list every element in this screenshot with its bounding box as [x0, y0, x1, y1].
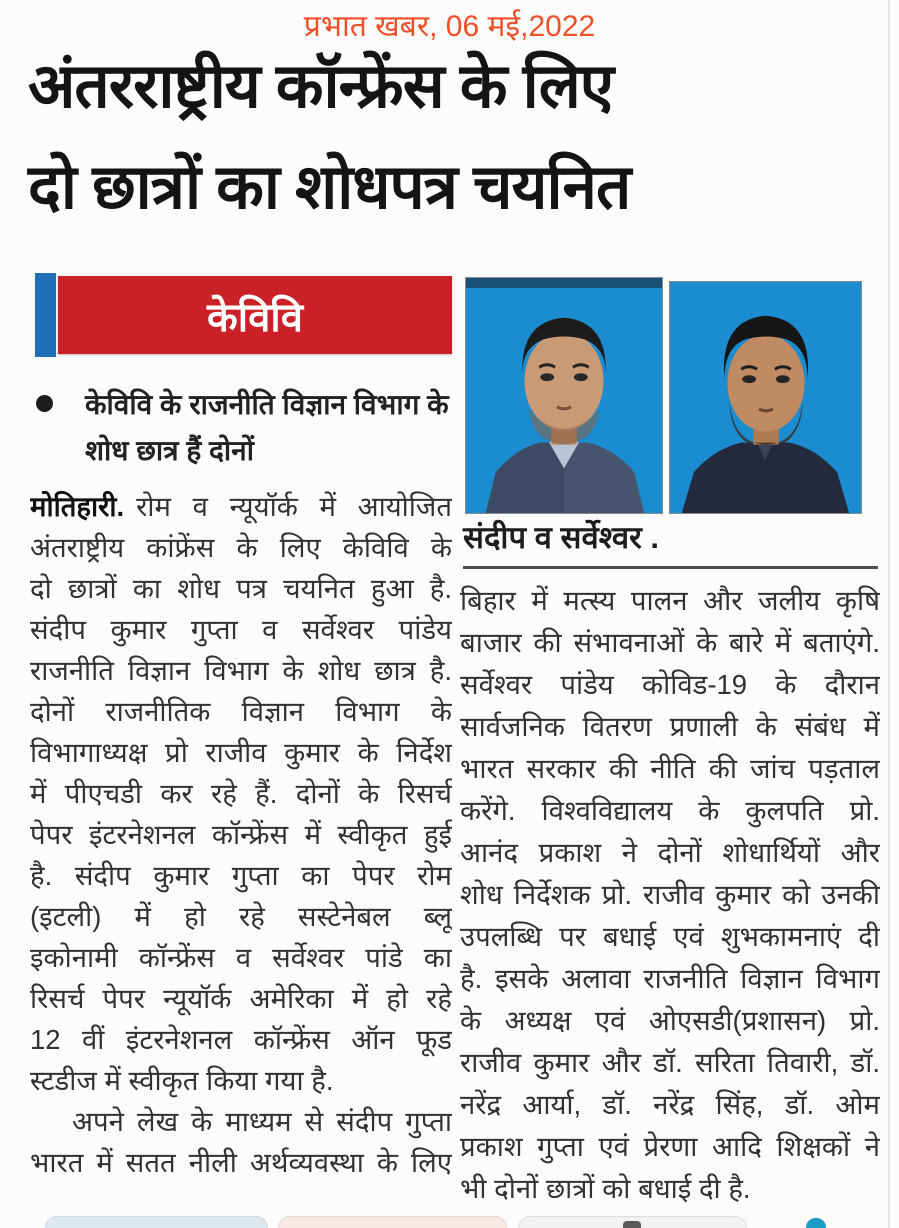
suggestion-chip-middle[interactable]	[278, 1216, 507, 1228]
article-line: है. इसके अलावा राजनीति विज्ञान विभाग	[460, 963, 880, 994]
portrait-photo-right	[669, 281, 862, 514]
article-line: 12 वीं इंटरनेशनल कॉन्फ्रेंस ऑन फूड	[30, 1024, 452, 1055]
article-line: उपलब्धि पर बधाई एवं शुभकामनाएं दी	[460, 921, 880, 952]
article-line: शोध निर्देशक प्रो. राजीव कुमार को उनकी	[460, 879, 880, 910]
article-line: भी दोनों छात्रों को बधाई दी है.	[460, 1173, 751, 1204]
article-headline	[28, 36, 886, 238]
article-right-column	[460, 580, 880, 1210]
article-line: स्टडीज में स्वीकृत किया गया है.	[30, 1065, 334, 1096]
portrait-photo-left	[465, 277, 663, 514]
bottom-dot-icon[interactable]	[806, 1218, 826, 1228]
article-line: बाजार की संभावनाओं के बारे में बताएंगे.	[460, 627, 880, 658]
kicker-banner	[58, 276, 452, 354]
article-line: अपने लेख के माध्यम से संदीप गुप्ता	[72, 1106, 452, 1137]
article-line: इकोनामी कॉन्फ्रेंस व सर्वेश्वर पांडे का	[30, 942, 452, 973]
article-line: पेपर इंटरनेशनल कॉन्फ्रेंस में स्वीकृत हुई	[30, 819, 452, 850]
article-line: विभागाध्यक्ष प्रो राजीव कुमार के निर्देश	[30, 737, 452, 768]
article-line: प्रकाश गुप्ता एवं प्रेरणा आदि शिक्षकों ने	[460, 1131, 880, 1162]
article-line: दो छात्रों का शोध पत्र चयनित हुआ है.	[30, 573, 452, 604]
article-line: बिहार में मत्स्य पालन और जलीय कृषि	[460, 585, 880, 616]
article-line: करेंगे. विश्वविद्यालय के कुलपति प्रो.	[460, 795, 880, 826]
article-line: अंतराष्ट्रीय कांफ्रेंस के लिए केविवि के	[30, 532, 452, 563]
bullet-dot-icon	[36, 395, 53, 412]
suggestion-chip-right[interactable]	[518, 1216, 747, 1228]
article-line: भारत सरकार की नीति की जांच पड़ताल	[460, 753, 880, 784]
article-line: राजनीति विज्ञान विभाग के शोध छात्र है.	[30, 655, 452, 686]
kicker-accent-bar	[35, 273, 56, 357]
highlight-bullet-text: केविवि के राजनीति विज्ञान विभाग के शोध छात्र हैं दोनों	[85, 389, 449, 466]
article-line	[30, 486, 452, 527]
headline-line-1: अंतरराष्ट्रीय कॉन्फ्रेंस के लिए	[28, 52, 614, 121]
article-line: (इटली) में हो रहे सस्टेनेबल ब्लू	[30, 901, 452, 932]
article-line: राजीव कुमार और डॉ. सरिता तिवारी, डॉ.	[460, 1047, 880, 1078]
article-line: आनंद प्रकाश ने दोनों शोधार्थियों और	[460, 837, 880, 868]
scan-edge-line	[888, 0, 890, 1228]
suggestion-chip-left[interactable]	[45, 1216, 268, 1228]
article-line-text: रोम व न्यूयॉर्क में आयोजित	[136, 491, 452, 522]
chip-partial-icon	[623, 1221, 641, 1228]
article-line: में पीएचडी कर रहे हैं. दोनों के रिसर्च	[30, 778, 452, 809]
article-line: नरेंद्र आर्या, डॉ. नरेंद्र सिंह, डॉ. ओम	[460, 1089, 880, 1120]
article-line: सार्वजनिक वितरण प्रणाली के संबंध में	[460, 711, 880, 742]
article-line: रिसर्च पेपर न्यूयॉर्क अमेरिका में हो रहे	[30, 983, 452, 1014]
source-date: प्रभात खबर, 06 मई,2022	[303, 10, 596, 43]
dateline-word: मोतिहारी.	[30, 491, 125, 522]
caption-divider-rule	[463, 566, 878, 569]
headline-line-2: दो छात्रों का शोधपत्र चयनित	[28, 153, 631, 222]
portrait-left-drawing	[466, 278, 662, 513]
article-left-column	[30, 486, 452, 1183]
article-line: सर्वेश्वर पांडेय कोविड-19 के दौरान	[460, 669, 880, 700]
article-line: के अध्यक्ष एवं ओएसडी(प्रशासन) प्रो.	[460, 1005, 880, 1036]
photo-caption: संदीप व सर्वेश्वर .	[463, 520, 660, 555]
portrait-right-drawing	[670, 282, 861, 513]
article-line: है. संदीप कुमार गुप्ता का पेपर रोम	[30, 860, 452, 891]
article-line: भारत में सतत नीली अर्थव्यवस्था के लिए	[30, 1147, 452, 1178]
article-line: दोनों राजनीतिक विज्ञान विभाग के	[30, 696, 452, 727]
kicker-label: केविवि	[207, 295, 303, 340]
article-line: संदीप कुमार गुप्ता व सर्वेश्वर पांडेय	[30, 614, 452, 645]
highlight-bullet-item	[36, 382, 450, 474]
